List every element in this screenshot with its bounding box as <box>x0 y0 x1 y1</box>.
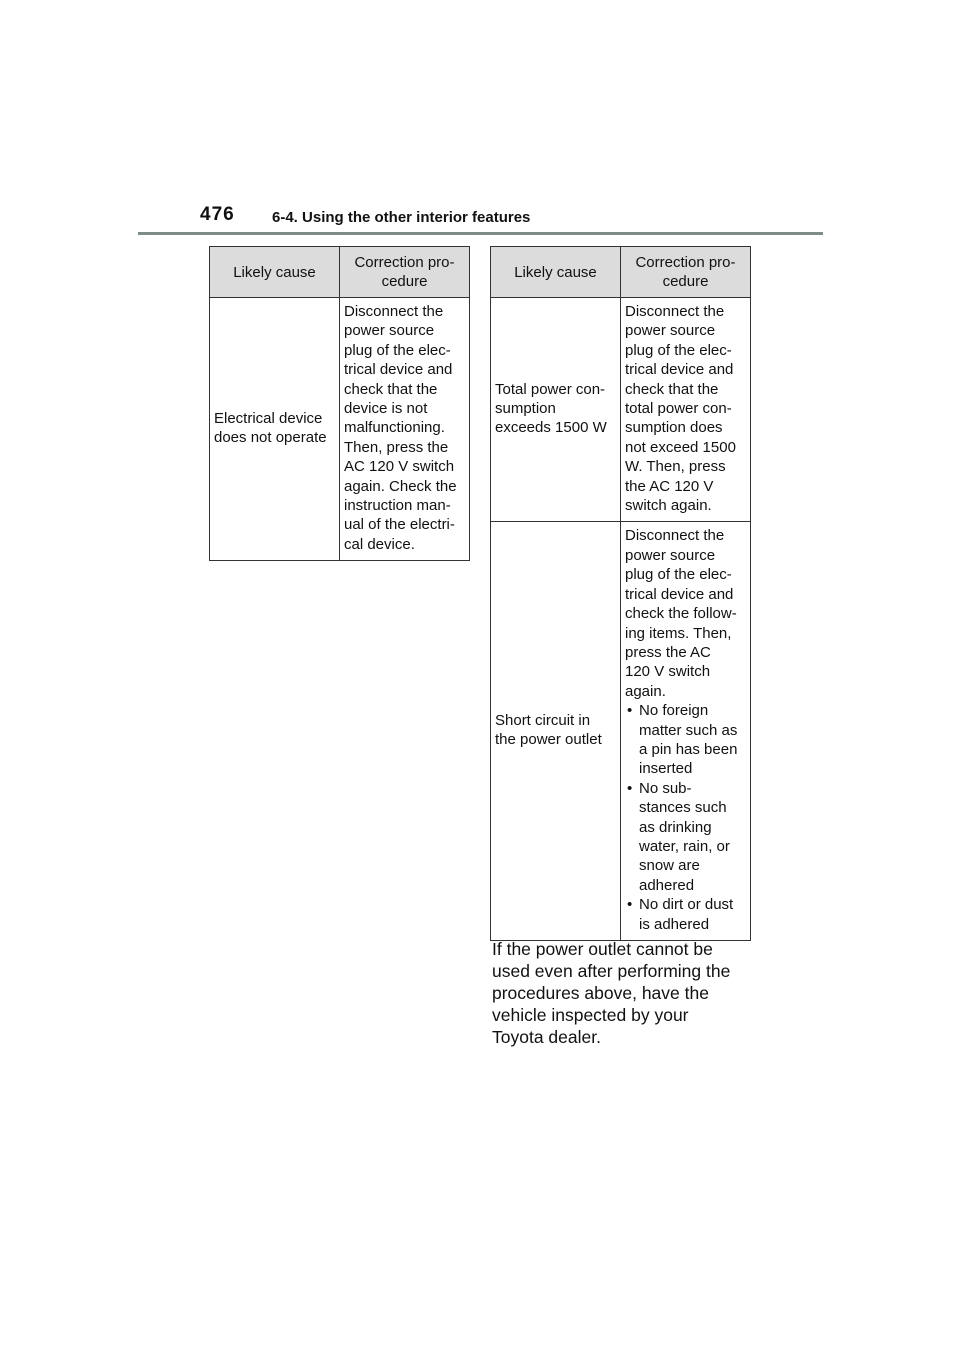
procedure-line: the AC 120 V <box>625 477 714 495</box>
procedure-line: plug of the elec- <box>625 566 732 584</box>
list-item: • No dirt or dust is adhered <box>625 895 746 934</box>
section-title: 6-4. Using the other interior features <box>272 209 531 226</box>
procedure-line: plug of the elec- <box>344 341 451 359</box>
table-header-row <box>491 247 751 298</box>
header-likely-cause: Likely cause <box>491 247 621 298</box>
table-row <box>491 522 751 941</box>
cause-cell <box>491 298 621 522</box>
procedure-cell <box>621 522 751 941</box>
header-correction-procedure: Correction pro- cedure <box>340 247 470 298</box>
procedure-line: again. Check the <box>344 477 457 495</box>
procedure-line: trical device and <box>625 585 734 603</box>
procedure-line: power source <box>344 322 435 340</box>
cause-line: Electrical device <box>214 409 323 427</box>
procedure-line: cal device. <box>344 535 415 553</box>
procedure-line: switch again. <box>625 497 712 515</box>
procedure-line: power source <box>625 546 716 564</box>
header-divider <box>138 232 823 235</box>
procedure-line: W. Then, press <box>625 458 726 476</box>
table-row <box>210 298 470 561</box>
list-item: • No foreign matter such as a pin has been inserted <box>625 701 746 779</box>
procedure-line: trical device and <box>344 361 453 379</box>
procedure-line: again. <box>625 682 666 700</box>
check-item-list <box>625 701 746 934</box>
footer-note-line: vehicle inspected by your <box>492 1005 689 1025</box>
troubleshooting-table-left <box>209 246 470 561</box>
procedure-line: Then, press the <box>344 438 449 456</box>
cause-line: Short circuit in <box>495 711 591 729</box>
procedure-line: power source <box>625 322 716 340</box>
table-row <box>491 298 751 522</box>
cause-cell <box>491 522 621 941</box>
footer-note <box>492 938 752 1048</box>
footer-note-line: used even after performing the <box>492 961 731 981</box>
procedure-line: Disconnect the <box>625 303 725 320</box>
procedure-line: trical device and <box>625 361 734 379</box>
procedure-line: ing items. Then, <box>625 624 732 642</box>
table-header-row <box>210 247 470 298</box>
cause-line: the power outlet <box>495 731 602 749</box>
procedure-line: AC 120 V switch <box>344 458 455 476</box>
procedure-line: ual of the electri- <box>344 516 455 534</box>
procedure-line: Disconnect the <box>625 527 725 545</box>
procedure-line: malfunctioning. <box>344 419 445 437</box>
procedure-line: press the AC <box>625 643 711 661</box>
procedure-line: check the follow- <box>625 605 737 623</box>
procedure-line: check that the <box>344 380 438 398</box>
footer-note-line: If the power outlet cannot be <box>492 939 713 959</box>
page-number: 476 <box>200 204 235 225</box>
footer-note-line: Toyota dealer. <box>492 1027 601 1047</box>
procedure-line: Disconnect the <box>344 303 444 320</box>
procedure-line: total power con- <box>625 400 732 418</box>
cause-cell <box>210 298 340 561</box>
procedure-line: instruction man- <box>344 497 451 515</box>
procedure-line: not exceed 1500 <box>625 438 736 456</box>
procedure-cell <box>621 298 751 522</box>
cause-line: sumption <box>495 400 556 418</box>
procedure-line: plug of the elec- <box>625 341 732 359</box>
footer-note-line: procedures above, have the <box>492 983 709 1003</box>
header-correction-procedure: Correction pro- cedure <box>621 247 751 298</box>
procedure-line: 120 V switch <box>625 663 711 681</box>
list-item: • No sub- stances such as drinking water, rain, or snow are adhered <box>625 779 746 895</box>
header-likely-cause: Likely cause <box>210 247 340 298</box>
cause-line: Total power con- <box>495 380 606 398</box>
cause-line: exceeds 1500 W <box>495 419 607 437</box>
procedure-line: device is not <box>344 400 428 418</box>
troubleshooting-table-right <box>490 246 751 941</box>
procedure-line: check that the <box>625 380 719 398</box>
procedure-line: sumption does <box>625 419 723 437</box>
cause-line: does not operate <box>214 429 327 447</box>
procedure-cell <box>340 298 470 561</box>
